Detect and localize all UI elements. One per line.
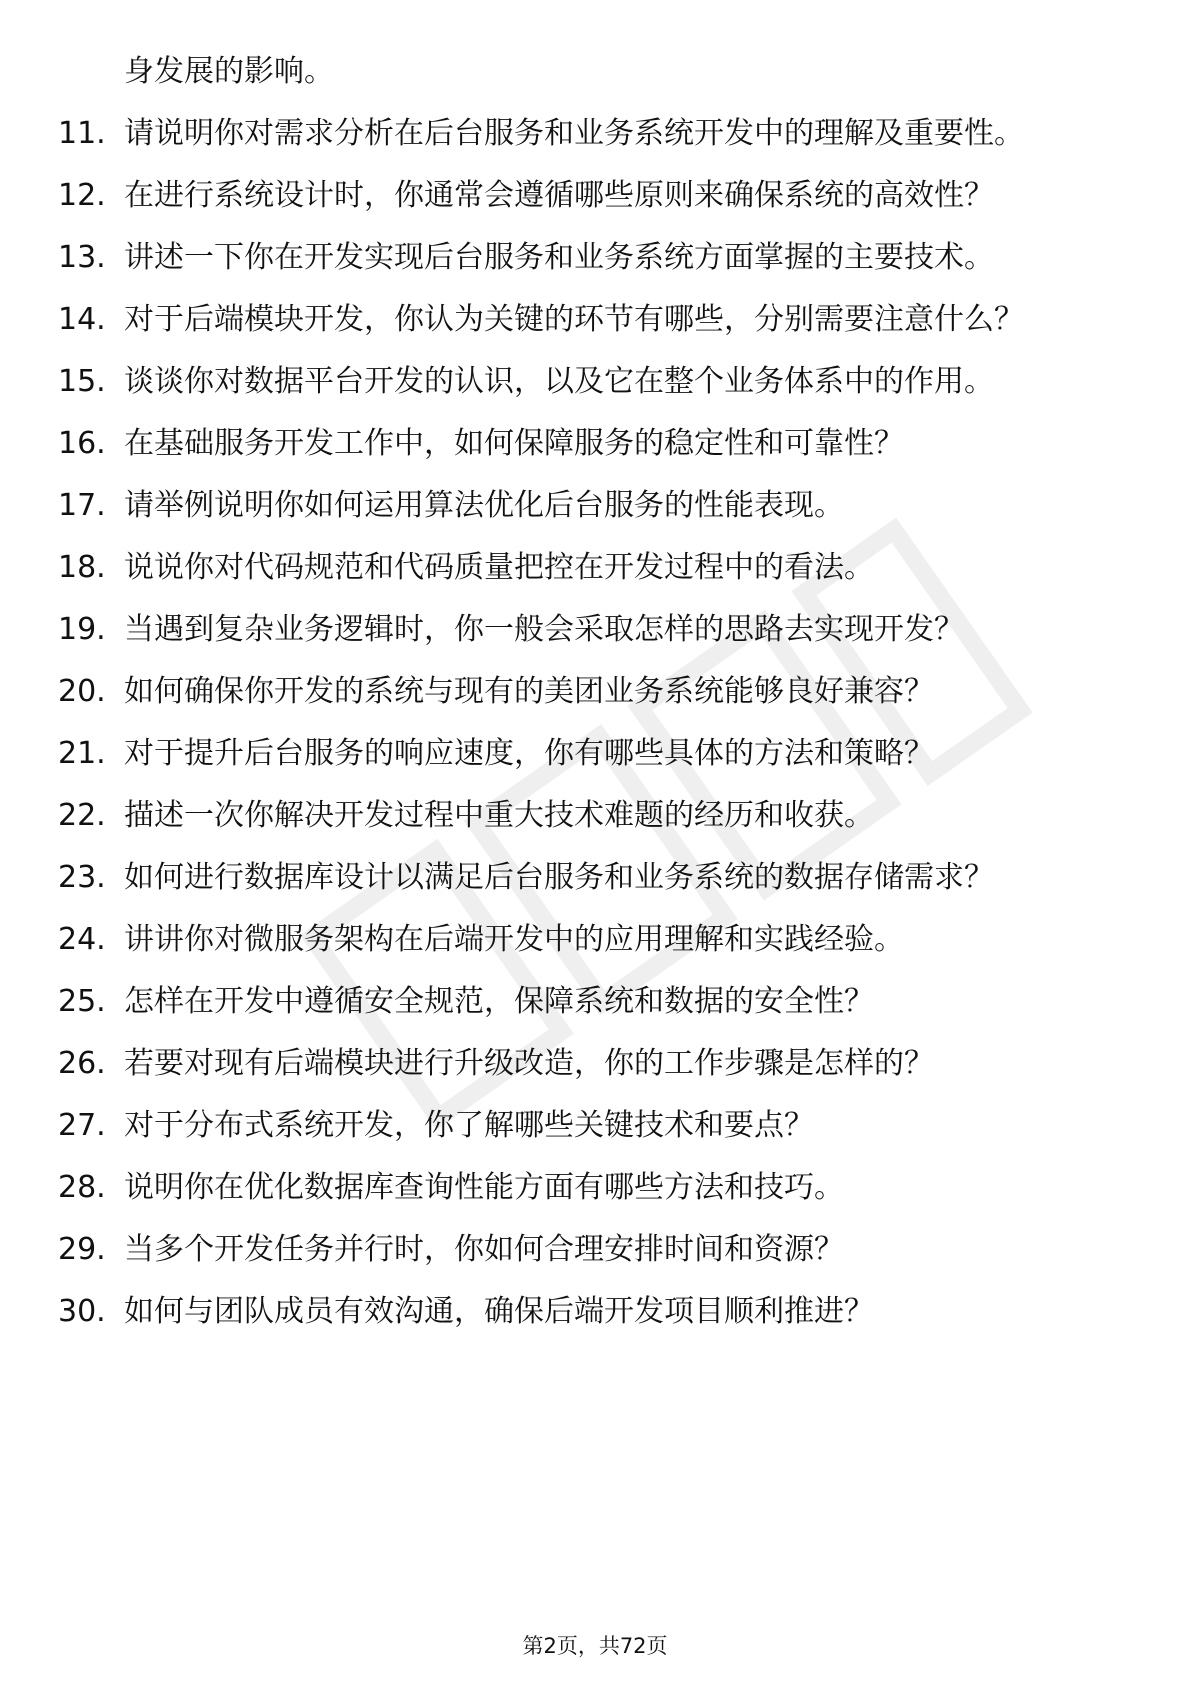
question-number: 14. bbox=[58, 302, 106, 337]
question-number: 16. bbox=[58, 426, 106, 461]
question-text: 请说明你对需求分析在后台服务和业务系统开发中的理解及重要性。 bbox=[124, 116, 1024, 151]
question-text: 对于提升后台服务的响应速度，你有哪些具体的方法和策略？ bbox=[124, 736, 934, 771]
question-number: 25. bbox=[58, 984, 106, 1019]
list-item bbox=[58, 360, 1118, 404]
list-item bbox=[58, 918, 1118, 962]
question-text: 对于分布式系统开发，你了解哪些关键技术和要点？ bbox=[124, 1108, 814, 1143]
list-item bbox=[58, 608, 1118, 652]
question-number: 18. bbox=[58, 550, 106, 585]
question-number: 12. bbox=[58, 178, 106, 213]
question-number: 26. bbox=[58, 1046, 106, 1081]
question-text: 怎样在开发中遵循安全规范，保障系统和数据的安全性？ bbox=[124, 984, 874, 1019]
list-item bbox=[58, 856, 1118, 900]
list-item bbox=[58, 1042, 1118, 1086]
list-item bbox=[58, 980, 1118, 1024]
question-text: 谈谈你对数据平台开发的认识，以及它在整个业务体系中的作用。 bbox=[124, 364, 994, 399]
list-item bbox=[58, 236, 1118, 280]
question-number: 28. bbox=[58, 1170, 106, 1205]
question-text: 讲讲你对微服务架构在后端开发中的应用理解和实践经验。 bbox=[124, 922, 904, 957]
list-item bbox=[58, 732, 1118, 776]
list-item bbox=[58, 1290, 1118, 1334]
list-item bbox=[58, 1228, 1118, 1272]
question-text: 当遇到复杂业务逻辑时，你一般会采取怎样的思路去实现开发？ bbox=[124, 612, 964, 647]
question-text: 如何进行数据库设计以满足后台服务和业务系统的数据存储需求？ bbox=[124, 860, 994, 895]
list-item bbox=[58, 112, 1118, 156]
question-number: 24. bbox=[58, 922, 106, 957]
question-number: 30. bbox=[58, 1294, 106, 1329]
list-item bbox=[58, 1104, 1118, 1148]
question-text: 描述一次你解决开发过程中重大技术难题的经历和收获。 bbox=[124, 798, 874, 833]
question-number: 22. bbox=[58, 798, 106, 833]
question-text: 如何与团队成员有效沟通，确保后端开发项目顺利推进？ bbox=[124, 1294, 874, 1329]
question-number: 13. bbox=[58, 240, 106, 275]
list-item bbox=[58, 422, 1118, 466]
question-text: 如何确保你开发的系统与现有的美团业务系统能够良好兼容？ bbox=[124, 674, 934, 709]
question-number: 20. bbox=[58, 674, 106, 709]
question-text: 若要对现有后端模块进行升级改造，你的工作步骤是怎样的？ bbox=[124, 1046, 934, 1081]
question-text: 说说你对代码规范和代码质量把控在开发过程中的看法。 bbox=[124, 550, 874, 585]
continuation-text: 身发展的影响。 bbox=[124, 54, 334, 89]
question-number: 29. bbox=[58, 1232, 106, 1267]
list-item bbox=[58, 670, 1118, 714]
list-item bbox=[58, 546, 1118, 590]
question-number: 17. bbox=[58, 488, 106, 523]
question-text: 对于后端模块开发，你认为关键的环节有哪些，分别需要注意什么？ bbox=[124, 302, 1024, 337]
list-item bbox=[58, 1166, 1118, 1210]
question-text: 当多个开发任务并行时，你如何合理安排时间和资源？ bbox=[124, 1232, 844, 1267]
question-text: 在进行系统设计时，你通常会遵循哪些原则来确保系统的高效性？ bbox=[124, 178, 994, 213]
question-text: 说明你在优化数据库查询性能方面有哪些方法和技巧。 bbox=[124, 1170, 844, 1205]
question-text: 讲述一下你在开发实现后台服务和业务系统方面掌握的主要技术。 bbox=[124, 240, 994, 275]
question-list bbox=[58, 112, 1118, 1334]
question-number: 11. bbox=[58, 116, 106, 151]
page-footer: 第2页，共72页 bbox=[522, 1634, 668, 1658]
question-text: 在基础服务开发工作中，如何保障服务的稳定性和可靠性？ bbox=[124, 426, 904, 461]
question-number: 27. bbox=[58, 1108, 106, 1143]
list-item bbox=[58, 298, 1118, 342]
question-number: 21. bbox=[58, 736, 106, 771]
question-number: 15. bbox=[58, 364, 106, 399]
list-item bbox=[58, 174, 1118, 218]
list-item bbox=[58, 484, 1118, 528]
question-text: 请举例说明你如何运用算法优化后台服务的性能表现。 bbox=[124, 488, 844, 523]
question-number: 19. bbox=[58, 612, 106, 647]
question-content bbox=[58, 50, 1118, 1352]
list-item bbox=[58, 794, 1118, 838]
question-number: 23. bbox=[58, 860, 106, 895]
